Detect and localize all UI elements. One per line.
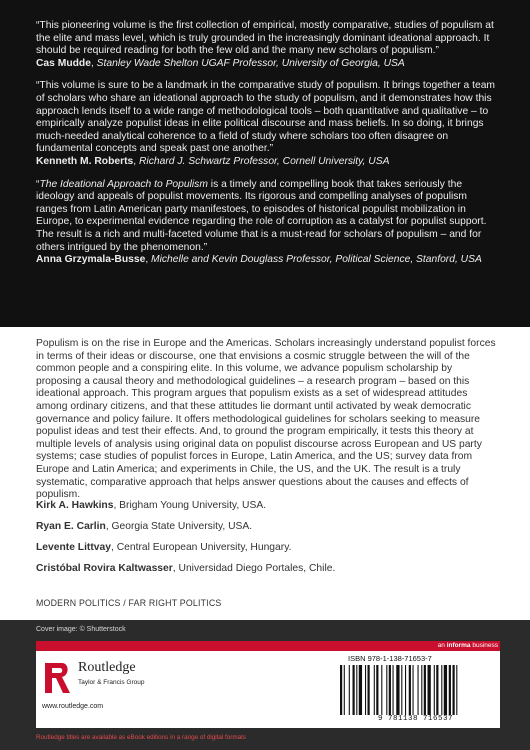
author-affiliation: , Universidad Diego Portales, Chile. [172, 563, 336, 574]
barcode-bar [393, 665, 394, 715]
barcode-bar [405, 665, 406, 715]
reviewer-name: Kenneth M. Roberts [36, 155, 134, 167]
author-entry [36, 542, 506, 563]
publisher-group: Taylor & Francis Group [78, 679, 145, 686]
barcode-bar [449, 665, 451, 715]
barcode-bar [376, 665, 378, 715]
isbn-label: ISBN 978-1-138-71653-7 [348, 654, 432, 663]
barcode-bar [401, 665, 402, 715]
barcode-bar [428, 665, 431, 715]
review-attribution: Anna Grzymala-Busse, Michelle and Kevin Douglass Professor, Political Science, Stanford, USA [36, 254, 482, 266]
barcode-bar [413, 665, 414, 715]
review-quote [36, 20, 500, 70]
routledge-logo-icon [42, 659, 72, 697]
review-quote [36, 80, 500, 168]
barcode-icon [338, 665, 493, 715]
review-text: “This pioneering volume is the first collection of empirical, mostly comparative, studies of populism at the elite and mass level, which is truly grounded in the increasingly dominant ideational approach. It should be required reading for both the few old and the many new scholars of populism.” [36, 20, 494, 57]
barcode-bar [444, 665, 447, 715]
barcode-bar [368, 665, 370, 715]
barcode-bar [349, 665, 350, 715]
reviewer-affiliation: Stanley Wade Shelton UGAF Professor, University of Georgia, USA [96, 57, 405, 69]
publisher-band [0, 620, 530, 750]
review-text: is a timely and compelling book that takes seriously the ideology and appeals of populist movements. Its rigorous and compelling analyses of populism ranges from Latin American party manifestoes, to episodes of historical populist mobilization in Europe, to experimental evidence regarding the role of corruption as a catalyst for populist support. The result is a rich and multi-faceted volume that is a must-read for scholars of populism – and for others intrigued by the phenomenon.” [36, 178, 487, 253]
author-name: Cristóbal Rovira Kaltwasser [36, 563, 173, 574]
informa-prefix: an [437, 642, 447, 649]
barcode-bar [365, 665, 366, 715]
barcode-bar [344, 665, 345, 715]
informa-suffix: business [470, 642, 498, 649]
barcode-bar [386, 665, 387, 715]
barcode-bar [353, 665, 355, 715]
reviewer-name: Cas Mudde [36, 57, 91, 69]
barcode-bar [374, 665, 375, 715]
barcode-bar [456, 665, 457, 715]
barcode-bar [340, 665, 342, 715]
author-affiliation: , Brigham Young University, USA. [113, 500, 267, 511]
author-name: Levente Littvay [36, 542, 111, 553]
barcode-bar [381, 665, 382, 715]
ebook-note: Routledge titles are available as eBook editions in a range of digital formats [36, 734, 247, 741]
author-affiliation: , Central European University, Hungary. [110, 542, 292, 553]
barcode-bar [421, 665, 422, 715]
barcode-bar [418, 665, 419, 715]
reviewer-affiliation: Richard J. Schwartz Professor, Cornell University, USA [139, 155, 390, 167]
brand-stripe [36, 641, 500, 651]
review-attribution: Cas Mudde, Stanley Wade Shelton UGAF Professor, University of Georgia, USA [36, 57, 405, 69]
barcode-bar [359, 665, 362, 715]
barcode-digits: 9 781138 716537 [377, 715, 453, 723]
barcode-bar [396, 665, 399, 715]
author-entry [36, 563, 506, 584]
barcode-bar [441, 665, 442, 715]
barcode-bar [436, 665, 438, 715]
barcode-bar [424, 665, 426, 715]
subject-category: MODERN POLITICS / FAR RIGHT POLITICS [36, 598, 222, 608]
barcode-bar [453, 665, 455, 715]
publisher-name: Routledge [78, 660, 136, 675]
publisher-url[interactable]: www.routledge.com [42, 703, 104, 710]
endorsements-panel [0, 0, 530, 327]
publisher-box [36, 651, 500, 728]
book-description: Populism is on the rise in Europe and the Americas. Scholars increasingly understand populist forces in terms of their ideas or discourse, one that envisions a cosmic struggle between the will of the common people and a conspiring elite. In this volume, we advance populism scholarship by proposing a causal theory and methodological guidelines – a research program – based on this ideational approach. This program argues that populism exists as a set of widespread attitudes among ordinary citizens, and that these attitudes lie dormant until activated by weak democratic governance and policy failure. It offers methodological guidelines for scholars seeking to measure populist ideas and test their effects. And, to ground the program empirically, it tests this theory at multiple levels of analysis using original data on populist discourse across European and US party systems; case studies of populist forces in Europe, Latin America, and the US; survey data from Europe and Latin America; and experiments in Chile, the US, and the UK. The result is a truly systematic, comparative approach that helps answer questions about the causes and effects of populism. [36, 338, 496, 501]
author-entry [36, 500, 506, 521]
author-name: Ryan E. Carlin [36, 521, 106, 532]
barcode-bar [434, 665, 435, 715]
informa-tagline [438, 642, 498, 649]
barcode-bar [409, 665, 411, 715]
author-affiliation: , Georgia State University, USA. [105, 521, 253, 532]
review-text: “This volume is sure to be a landmark in the comparative study of populism. It brings together a team of scholars who share an ideational approach to the study of populism, and it demonstrates how this approach lends itself to a wide range of methodological tools – both quantitative and qualitative – to empirically analyze populist ideas in elite political discourse and mass beliefs. In so doing, it brings much-needed analytical coherence to a field of study where scholars too often disagree on fundamental concepts and speak past one another.” [36, 80, 496, 155]
cover-image-credit: Cover image: © Shutterstock [36, 626, 126, 633]
informa-name: informa [446, 642, 471, 649]
author-entry [36, 521, 506, 542]
reviewer-name: Anna Grzymala-Busse [36, 254, 146, 266]
barcode-bar [389, 665, 391, 715]
review-attribution: Kenneth M. Roberts, Richard J. Schwartz Professor, Cornell University, USA [36, 155, 390, 167]
author-name: Kirk A. Hawkins [36, 500, 114, 511]
author-list [36, 500, 506, 584]
reviewer-affiliation: Michelle and Kevin Douglass Professor, Political Science, Stanford, USA [151, 254, 482, 266]
review-open-quote: “ [36, 178, 40, 190]
barcode-bar [356, 665, 357, 715]
review-quote [36, 179, 500, 267]
book-title: The Ideational Approach to Populism [39, 178, 208, 190]
